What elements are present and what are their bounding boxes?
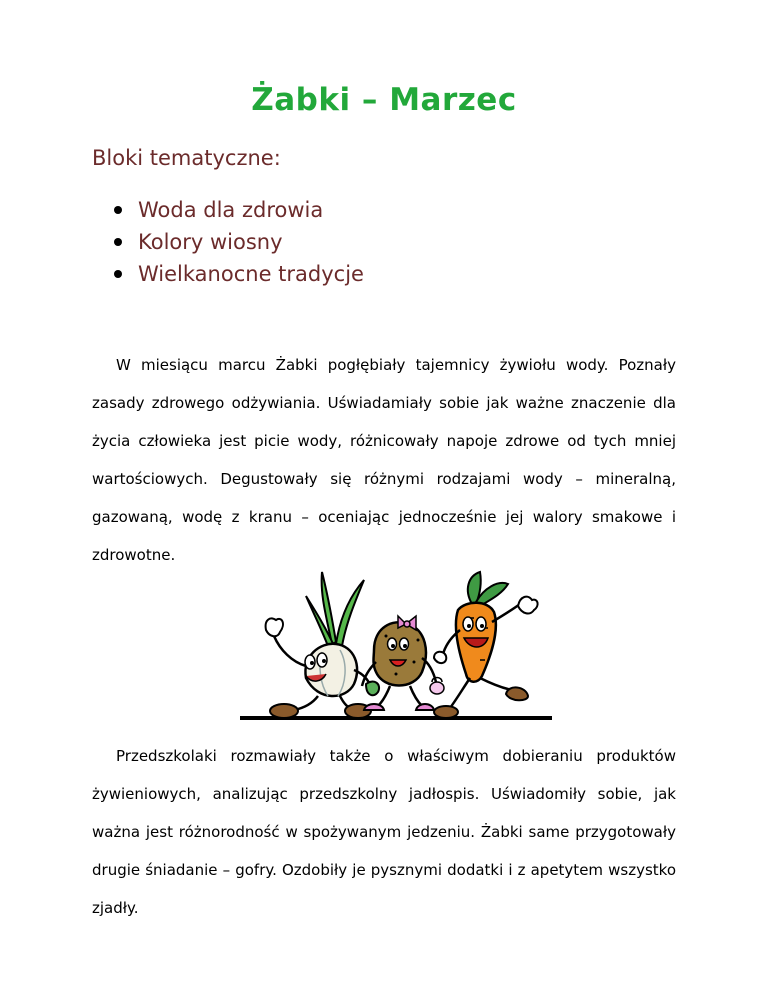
page-title: Żabki – Marzec (251, 82, 517, 118)
carrot-character (434, 572, 538, 718)
topics-list (112, 194, 364, 290)
topic-label: Wielkanocne tradycje (138, 262, 364, 286)
list-item (112, 258, 364, 290)
bullet-icon (114, 270, 122, 278)
paragraph-nutrition: Przedszkolaki rozmawiały także o właściwym dobieraniu produktów żywieniowych, analizując przedszkolny jadłospis. Uświadomiły sobie, jak ważna jest różnorodność w spożywanym jedzeniu. Żabki same przygotowały drugie śniadanie – gofry. Ozdobiły je pysznymi dodatki i z apetytem wszystko zjadły. (92, 747, 676, 917)
bullet-icon (114, 206, 122, 214)
topic-label: Woda dla zdrowia (138, 198, 324, 222)
list-item (112, 226, 364, 258)
paragraph-water: W miesiącu marcu Żabki pogłębiały tajemnicy żywiołu wody. Poznały zasady zdrowego odżywiania. Uświadamiały sobie jak ważne znaczenie dla życia człowieka jest picie wody, różnicowały napoje zdrowe od tych mniej wartościowych. Degustowały się różnymi rodzajami wody – mineralną, gazowaną, wodę z kranu – oceniając jednocześnie jej walory smakowe i zdrowotne. (92, 356, 676, 564)
onion-character (266, 572, 379, 718)
dancing-vegetables-illustration (236, 566, 556, 726)
bullet-icon (114, 238, 122, 246)
list-item (112, 194, 364, 226)
topic-label: Kolory wiosny (138, 230, 283, 254)
section-heading: Bloki tematyczne: (92, 146, 281, 170)
